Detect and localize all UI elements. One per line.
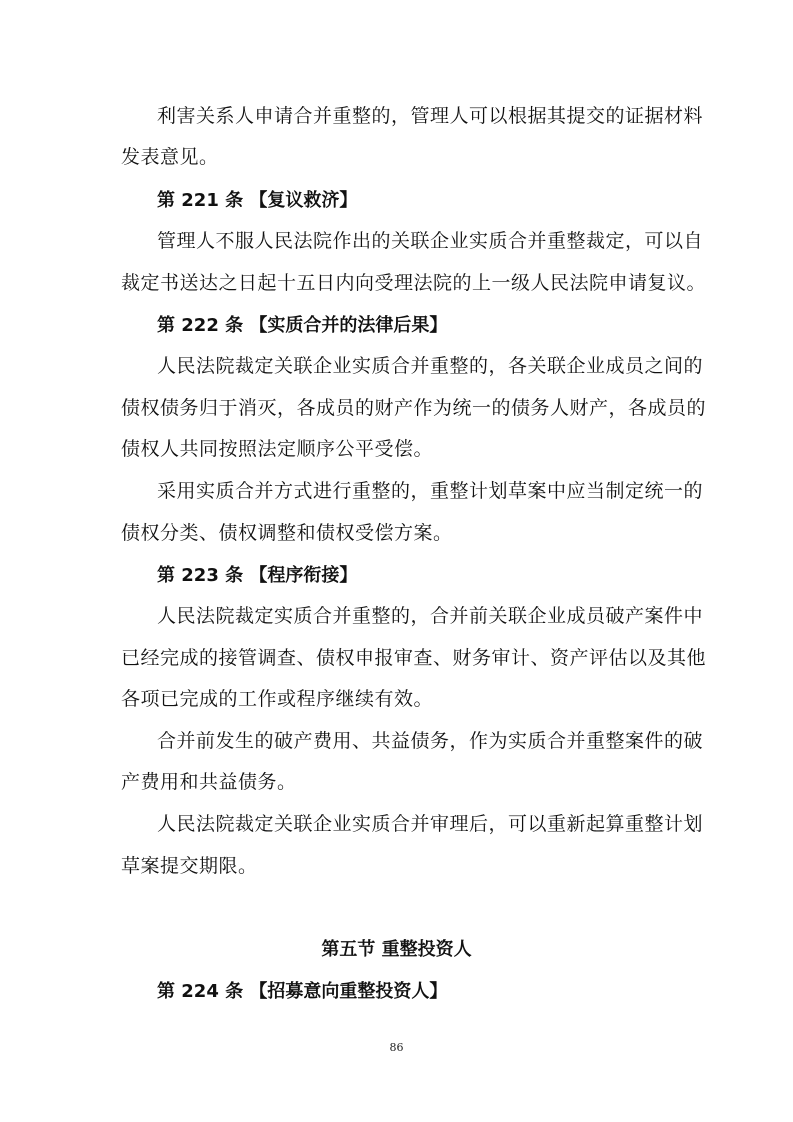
paragraph-line: 合并前发生的破产费用、共益债务，作为实质合并重整案件的破 — [157, 730, 704, 752]
paragraph-line: 裁定书送达之日起十五日内向受理法院的上一级人民法院申请复议。 — [121, 272, 707, 294]
paragraph-line: 人民法院裁定关联企业实质合并重整的，各关联企业成员之间的 — [157, 355, 704, 377]
article-heading-222: 第 222 条 【实质合并的法律后果】 — [157, 315, 448, 336]
paragraph-line: 债权人共同按照法定顺序公平受偿。 — [121, 438, 434, 460]
page-number: 86 — [389, 1041, 404, 1054]
paragraph-line: 已经完成的接管调查、债权申报审查、财务审计、资产评估以及其他 — [121, 647, 707, 669]
paragraph-line: 发表意见。 — [121, 146, 219, 168]
article-heading-221: 第 221 条 【复议救济】 — [157, 190, 358, 211]
paragraph-line: 利害关系人申请合并重整的，管理人可以根据其提交的证据材料 — [157, 105, 704, 127]
paragraph-line: 债权债务归于消灭，各成员的财产作为统一的债务人财产，各成员的 — [121, 397, 707, 419]
paragraph-line: 债权分类、债权调整和债权受偿方案。 — [121, 522, 453, 544]
article-heading-224: 第 224 条 【招募意向重整投资人】 — [157, 981, 448, 1002]
paragraph-line: 各项已完成的工作或程序继续有效。 — [121, 688, 434, 710]
article-heading-223: 第 223 条 【程序衔接】 — [157, 565, 358, 586]
paragraph-line: 采用实质合并方式进行重整的，重整计划草案中应当制定统一的 — [157, 480, 704, 502]
paragraph-line: 管理人不服人民法院作出的关联企业实质合并重整裁定，可以自 — [157, 230, 704, 252]
paragraph-line: 产费用和共益债务。 — [121, 771, 297, 793]
section-title: 第五节 重整投资人 — [321, 939, 472, 960]
paragraph-line: 人民法院裁定实质合并重整的，合并前关联企业成员破产案件中 — [157, 605, 704, 627]
paragraph-line: 草案提交期限。 — [121, 855, 258, 877]
paragraph-line: 人民法院裁定关联企业实质合并审理后，可以重新起算重整计划 — [157, 813, 704, 835]
